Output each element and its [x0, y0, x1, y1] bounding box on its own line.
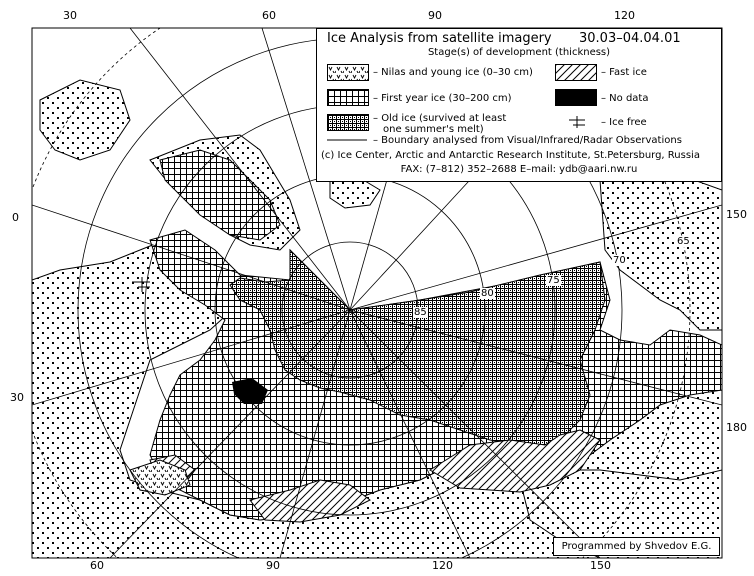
- lon-top-120: 120: [614, 9, 635, 22]
- legend-ice-free-label: – Ice free: [601, 117, 647, 128]
- latitude-label-65: 65: [677, 236, 690, 247]
- credits-institute: (c) Ice Center, Arctic and Antarctic Research Institute, St.Petersburg, Russia: [321, 150, 700, 161]
- swatch-old-ice: [327, 114, 369, 131]
- lon-bottom-60: 60: [90, 559, 104, 572]
- lon-left-0: 0: [12, 211, 19, 224]
- lon-bottom-90: 90: [266, 559, 280, 572]
- swatch-first-year: [327, 89, 369, 106]
- boundary-line-icon: [327, 137, 367, 143]
- lon-bottom-120: 120: [432, 559, 453, 572]
- programmed-by-credit: Programmed by Shvedov E.G.: [553, 537, 720, 556]
- credits-contact: FAX: (7–812) 352–2688 E–mail: ydb@aari.nw.ru: [400, 164, 638, 175]
- latitude-label-80: 80: [481, 288, 494, 299]
- latitude-label-75: 75: [547, 275, 560, 286]
- legend-no-data-label: – No data: [601, 93, 649, 104]
- legend-nilas-label: – Nilas and young ice (0–30 cm): [373, 67, 533, 78]
- swatch-nilas: [327, 64, 369, 81]
- lon-bottom-150: 150: [590, 559, 611, 572]
- latitude-label-85: 85: [414, 307, 427, 318]
- lon-top-90: 90: [428, 9, 442, 22]
- lon-right-150: 150: [726, 208, 747, 221]
- lon-right-180: 180: [726, 421, 747, 434]
- legend-boundary-label: – Boundary analysed from Visual/Infrared/Radar Observations: [373, 135, 682, 146]
- swatch-no-data: [555, 89, 597, 106]
- ice-free-icon: [567, 115, 587, 129]
- lon-left-30: 30: [10, 391, 24, 404]
- legend-old-label-1: – Old ice (survived at least: [373, 113, 507, 124]
- legend-subtitle: Stage(s) of development (thickness): [427, 47, 611, 58]
- legend-period: 30.03–04.04.01: [579, 31, 681, 46]
- swatch-fast-ice: [555, 64, 597, 81]
- legend-first-year-label: – First year ice (30–200 cm): [373, 93, 512, 104]
- legend-title: Ice Analysis from satellite imagery: [327, 31, 552, 46]
- legend-box: [316, 28, 722, 182]
- legend-old-label-2: one summer's melt): [383, 124, 484, 135]
- lon-top-30: 30: [63, 9, 77, 22]
- lon-top-60: 60: [262, 9, 276, 22]
- latitude-label-70: 70: [613, 255, 626, 266]
- legend-fast-label: – Fast ice: [601, 67, 647, 78]
